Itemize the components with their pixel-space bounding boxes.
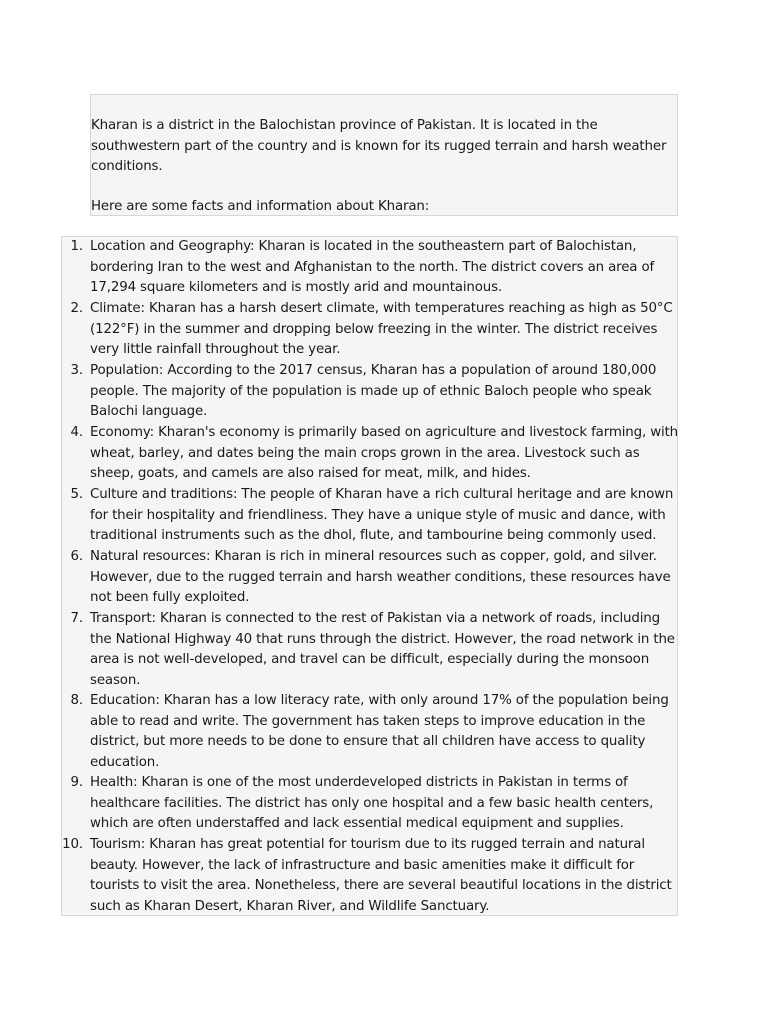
list-number: 10. <box>62 837 83 852</box>
list-number: 1. <box>70 239 83 254</box>
list-number: 2. <box>70 301 83 316</box>
fact-text: Culture and traditions: The people of Kharan have a rich cultural heritage and are known for their hospitality and friendliness. They have a unique style of music and dance, with traditional instruments such as the dhol, flute, and tambourine being commonly used. <box>90 487 674 544</box>
facts-list-box <box>61 236 678 916</box>
intro-paragraph: Kharan is a district in the Balochistan province of Pakistan. It is located in the southwestern part of the country and is known for its rugged terrain and harsh weather conditions. <box>91 118 667 175</box>
fact-text: Population: According to the 2017 census, Kharan has a population of around 180,000 people. The majority of the population is made up of ethnic Baloch people who speak Balochi language. <box>90 363 657 420</box>
intro-lead-in: Here are some facts and information about Kharan: <box>91 199 430 214</box>
fact-text: Climate: Kharan has a harsh desert climate, with temperatures reaching as high as 50°C (122°F) in the summer and dropping below freezing in the winter. The district receives very little rainfall throughout the year. <box>90 301 673 358</box>
list-number: 3. <box>70 363 83 378</box>
list-number: 4. <box>70 425 83 440</box>
intro-box <box>90 94 678 216</box>
list-number: 8. <box>70 693 83 708</box>
fact-text: Tourism: Kharan has great potential for tourism due to its rugged terrain and natural beauty. However, the lack of infrastructure and basic amenities make it difficult for tourists to visit the area. Nonetheless, there are several beautiful locations in the district such as Kharan Desert, Kharan River, and Wildlife Sanctuary. <box>90 837 672 914</box>
list-number: 5. <box>70 487 83 502</box>
fact-text: Transport: Kharan is connected to the rest of Pakistan via a network of roads, including the National Highway 40 that runs through the district. However, the road network in the area is not well-developed, and travel can be difficult, especially during the monsoon season. <box>90 611 675 688</box>
fact-text: Economy: Kharan's economy is primarily based on agriculture and livestock farming, with wheat, barley, and dates being the main crops grown in the area. Livestock such as sheep, goats, and camels are also raised for meat, milk, and hides. <box>90 425 679 482</box>
fact-text: Location and Geography: Kharan is located in the southeastern part of Balochistan, bordering Iran to the west and Afghanistan to the north. The district covers an area of 17,294 square kilometers and is mostly arid and mountainous. <box>90 239 655 296</box>
list-number: 6. <box>70 549 83 564</box>
fact-text: Natural resources: Kharan is rich in mineral resources such as copper, gold, and silver. However, due to the rugged terrain and harsh weather conditions, these resources have not been fully exploited. <box>90 549 671 606</box>
fact-text: Education: Kharan has a low literacy rate, with only around 17% of the population being able to read and write. The government has taken steps to improve education in the district, but more needs to be done to ensure that all children have access to quality education. <box>90 693 669 770</box>
list-number: 7. <box>70 611 83 626</box>
fact-text: Health: Kharan is one of the most underdeveloped districts in Pakistan in terms of healthcare facilities. The district has only one hospital and a few basic health centers, which are often understaffed and lack essential medical equipment and supplies. <box>90 775 654 832</box>
list-number: 9. <box>70 775 83 790</box>
